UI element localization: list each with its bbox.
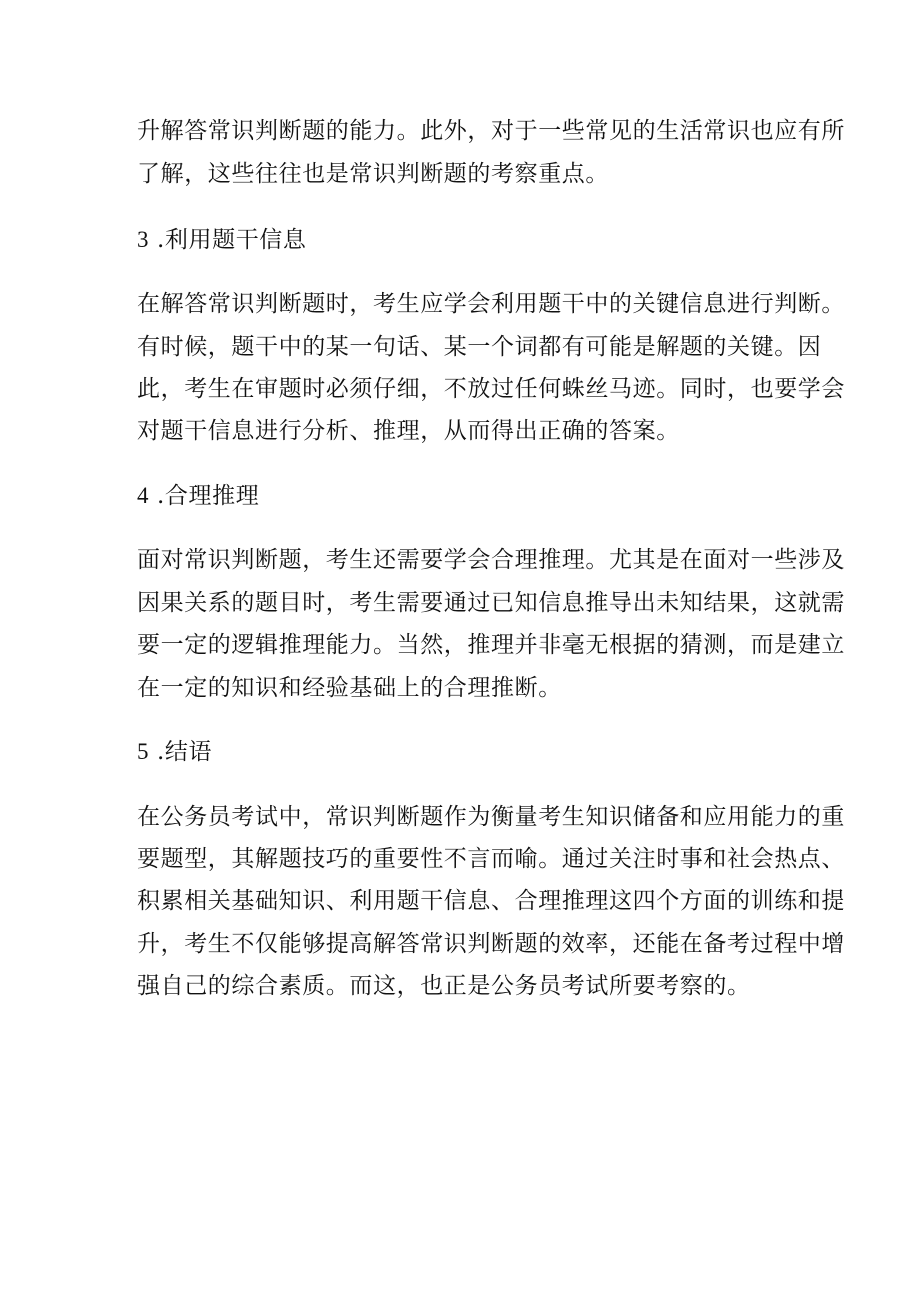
paragraph-line: 升解答常识判断题的能力。此外，对于一些常见的生活常识也应有所 xyxy=(137,118,845,144)
section-heading-4 xyxy=(137,481,797,511)
section-title: .利用题干信息 xyxy=(157,227,307,253)
section-heading-3 xyxy=(137,225,797,255)
paragraph-line: 强自己的综合素质。而这，也正是公务员考试所要考察的。 xyxy=(137,973,751,999)
paragraph-line: 积累相关基础知识、利用题干信息、合理推理这四个方面的训练和提 xyxy=(137,888,845,914)
section-title: .合理推理 xyxy=(157,483,260,509)
section-number: 5 xyxy=(137,739,150,764)
paragraph-line: 面对常识判断题，考生还需要学会合理推理。尤其是在面对一些涉及 xyxy=(137,547,845,573)
paragraph-line: 要一定的逻辑推理能力。当然，推理并非毫无根据的猜测，而是建立 xyxy=(137,632,845,658)
section-number: 3 xyxy=(137,227,150,252)
paragraph-line: 在一定的知识和经验基础上的合理推断。 xyxy=(137,675,562,701)
paragraph-line: 对题干信息进行分析、推理，从而得出正确的答案。 xyxy=(137,418,680,444)
section-heading-5 xyxy=(137,737,797,767)
section-number: 4 xyxy=(137,483,150,508)
paragraph-line: 了解，这些往往也是常识判断题的考察重点。 xyxy=(137,161,609,187)
paragraph-line: 在解答常识判断题时，考生应学会利用题干中的关键信息进行判断。 xyxy=(137,291,845,317)
paragraph-line: 有时候，题干中的某一句话、某一个词都有可能是解题的关键。因 xyxy=(137,334,822,360)
paragraph-line: 升，考生不仅能够提高解答常识判断题的效率，还能在备考过程中增 xyxy=(137,931,845,957)
paragraph-line: 此，考生在审题时必须仔细，不放过任何蛛丝马迹。同时，也要学会 xyxy=(137,376,845,402)
section-title: .结语 xyxy=(157,739,213,765)
paragraph-line: 要题型，其解题技巧的重要性不言而喻。通过关注时事和社会热点、 xyxy=(137,846,845,872)
paragraph-line: 在公务员考试中，常识判断题作为衡量考生知识储备和应用能力的重 xyxy=(137,804,845,830)
paragraph-line: 因果关系的题目时，考生需要通过已知信息推导出未知结果，这就需 xyxy=(137,590,845,616)
